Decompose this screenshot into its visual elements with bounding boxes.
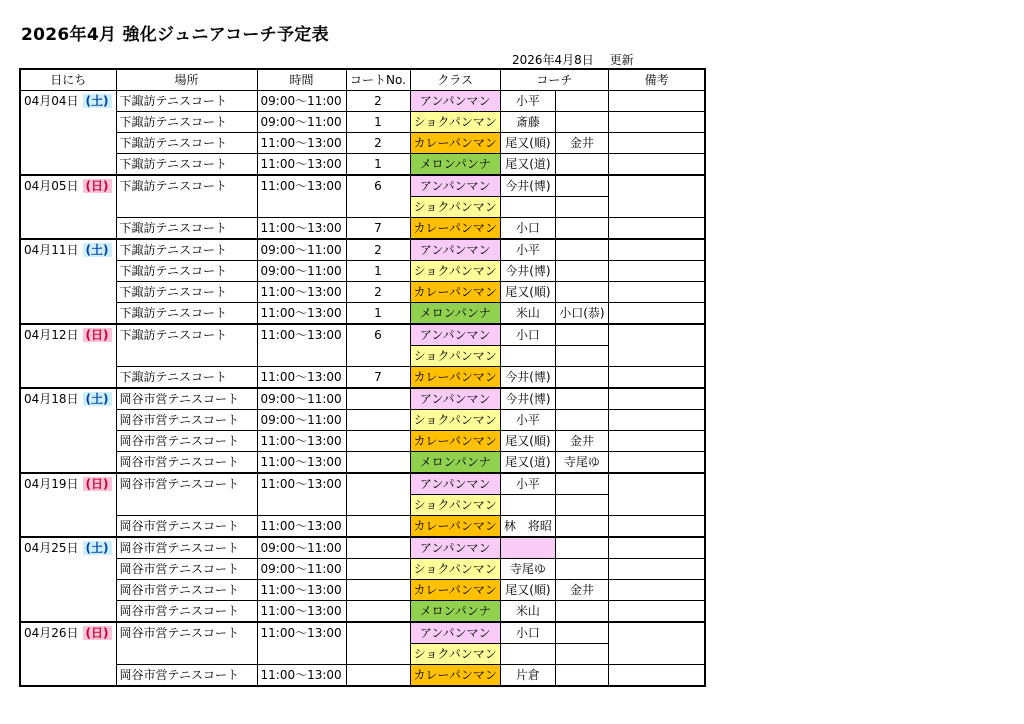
time-cell: 11:00～13:00 (257, 282, 346, 303)
class-cell: カレーパンマン (410, 431, 500, 452)
court-cell: 1 (346, 261, 410, 282)
date-cell (20, 580, 116, 601)
coach-cell: 今井(博) (500, 175, 555, 197)
notes-cell (608, 261, 705, 282)
class-cell: カレーパンマン (410, 516, 500, 538)
court-cell: 1 (346, 154, 410, 176)
place-cell (116, 197, 257, 218)
time-cell: 09:00～11:00 (257, 91, 346, 112)
coach-cell-2 (555, 644, 608, 665)
date-cell (20, 239, 116, 261)
coach-cell: 片倉 (500, 665, 555, 687)
notes-cell (608, 346, 705, 367)
updated-date: 2026年4月8日 (512, 53, 594, 67)
court-cell (346, 452, 410, 474)
table-row (20, 91, 705, 112)
date-cell (20, 346, 116, 367)
coach-cell: 小平 (500, 91, 555, 112)
header-date: 日にち (20, 69, 116, 91)
coach-cell-2 (555, 367, 608, 389)
place-cell (116, 495, 257, 516)
class-cell: アンパンマン (410, 537, 500, 559)
date-cell (20, 537, 116, 559)
header-class: クラス (410, 69, 500, 91)
coach-cell-2 (555, 559, 608, 580)
table-row (20, 346, 705, 367)
place-cell: 岡谷市営テニスコート (116, 601, 257, 623)
table-row (20, 324, 705, 346)
notes-cell (608, 516, 705, 538)
place-cell: 岡谷市営テニスコート (116, 516, 257, 538)
day-of-week-badge: (日) (83, 477, 112, 491)
notes-cell (608, 197, 705, 218)
coach-cell-2 (555, 495, 608, 516)
place-cell: 下諏訪テニスコート (116, 282, 257, 303)
class-cell: アンパンマン (410, 91, 500, 112)
table-row (20, 218, 705, 240)
date-cell (20, 91, 116, 112)
coach-cell: 小口 (500, 324, 555, 346)
time-cell: 09:00～11:00 (257, 261, 346, 282)
day-of-week-badge: (日) (83, 328, 112, 342)
table-row (20, 410, 705, 431)
coach-cell: 小平 (500, 410, 555, 431)
table-row (20, 495, 705, 516)
place-cell: 下諏訪テニスコート (116, 324, 257, 346)
table-row (20, 665, 705, 687)
table-row (20, 133, 705, 154)
table-row (20, 559, 705, 580)
coach-cell-2 (555, 410, 608, 431)
header-row (20, 69, 705, 91)
table-row (20, 644, 705, 665)
coach-cell-2 (555, 91, 608, 112)
time-cell: 09:00～11:00 (257, 112, 346, 133)
time-cell: 09:00～11:00 (257, 388, 346, 410)
coach-cell-2: 寺尾ゆ (555, 452, 608, 474)
table-row (20, 239, 705, 261)
table-row (20, 154, 705, 176)
place-cell (116, 644, 257, 665)
class-cell: ショクパンマン (410, 112, 500, 133)
court-cell: 7 (346, 367, 410, 389)
place-cell: 下諏訪テニスコート (116, 154, 257, 176)
notes-cell (608, 239, 705, 261)
court-cell: 2 (346, 133, 410, 154)
coach-cell-2: 金井 (555, 580, 608, 601)
time-cell: 09:00～11:00 (257, 239, 346, 261)
time-cell: 11:00～13:00 (257, 218, 346, 240)
table-row (20, 473, 705, 495)
place-cell: 下諏訪テニスコート (116, 91, 257, 112)
class-cell: ショクパンマン (410, 346, 500, 367)
table-row (20, 367, 705, 389)
court-cell (346, 665, 410, 687)
class-cell: ショクパンマン (410, 559, 500, 580)
coach-cell: 斎藤 (500, 112, 555, 133)
time-cell (257, 644, 346, 665)
notes-cell (608, 218, 705, 240)
coach-cell: 尾又(順) (500, 282, 555, 303)
place-cell: 岡谷市営テニスコート (116, 580, 257, 601)
coach-cell: 林 将昭 (500, 516, 555, 538)
table-row (20, 112, 705, 133)
coach-cell-2 (555, 197, 608, 218)
notes-cell (608, 431, 705, 452)
table-row (20, 431, 705, 452)
class-cell: アンパンマン (410, 324, 500, 346)
time-cell: 11:00～13:00 (257, 303, 346, 325)
day-of-week-badge: (日) (83, 626, 112, 640)
table-row (20, 516, 705, 538)
date-cell (20, 303, 116, 325)
coach-cell-2: 金井 (555, 133, 608, 154)
notes-cell (608, 580, 705, 601)
court-cell: 1 (346, 112, 410, 133)
class-cell: メロンパンナ (410, 601, 500, 623)
date-cell (20, 197, 116, 218)
date-cell (20, 154, 116, 176)
coach-cell-2 (555, 665, 608, 687)
coach-cell: 尾又(道) (500, 452, 555, 474)
place-cell: 岡谷市営テニスコート (116, 410, 257, 431)
coach-cell: 今井(博) (500, 367, 555, 389)
coach-cell: 寺尾ゆ (500, 559, 555, 580)
court-cell (346, 559, 410, 580)
date-text: 04月05日 (24, 179, 79, 193)
time-cell: 11:00～13:00 (257, 622, 346, 644)
class-cell: メロンパンナ (410, 303, 500, 325)
date-cell (20, 367, 116, 389)
date-cell (20, 622, 116, 644)
day-of-week-badge: (土) (83, 243, 112, 257)
place-cell: 下諏訪テニスコート (116, 367, 257, 389)
coach-cell: 小平 (500, 239, 555, 261)
court-cell (346, 431, 410, 452)
table-row (20, 622, 705, 644)
coach-cell (500, 346, 555, 367)
notes-cell (608, 388, 705, 410)
place-cell: 下諏訪テニスコート (116, 133, 257, 154)
date-cell (20, 601, 116, 623)
court-cell: 2 (346, 91, 410, 112)
table-row (20, 601, 705, 623)
coach-cell: 小口 (500, 218, 555, 240)
coach-cell-2 (555, 537, 608, 559)
coach-cell: 今井(博) (500, 388, 555, 410)
coach-cell: 米山 (500, 601, 555, 623)
table-row (20, 282, 705, 303)
time-cell: 11:00～13:00 (257, 601, 346, 623)
day-of-week-badge: (日) (83, 179, 112, 193)
class-cell: カレーパンマン (410, 580, 500, 601)
court-cell (346, 516, 410, 538)
coach-cell (500, 197, 555, 218)
place-cell: 岡谷市営テニスコート (116, 431, 257, 452)
header-time: 時間 (257, 69, 346, 91)
time-cell (257, 495, 346, 516)
coach-cell-2 (555, 601, 608, 623)
notes-cell (608, 324, 705, 346)
place-cell: 岡谷市営テニスコート (116, 622, 257, 644)
date-cell (20, 112, 116, 133)
time-cell: 11:00～13:00 (257, 133, 346, 154)
date-text: 04月18日 (24, 392, 79, 406)
class-cell: カレーパンマン (410, 133, 500, 154)
class-cell: アンパンマン (410, 239, 500, 261)
class-cell: メロンパンナ (410, 452, 500, 474)
place-cell: 下諏訪テニスコート (116, 261, 257, 282)
court-cell: 6 (346, 324, 410, 346)
time-cell (257, 346, 346, 367)
date-cell (20, 324, 116, 346)
place-cell: 岡谷市営テニスコート (116, 559, 257, 580)
coach-cell-2 (555, 282, 608, 303)
time-cell: 11:00～13:00 (257, 175, 346, 197)
court-cell (346, 410, 410, 431)
class-cell: カレーパンマン (410, 367, 500, 389)
table-row (20, 537, 705, 559)
place-cell: 岡谷市営テニスコート (116, 473, 257, 495)
coach-cell-2: 金井 (555, 431, 608, 452)
place-cell (116, 346, 257, 367)
updated-label: 更新 (609, 53, 634, 67)
time-cell: 11:00～13:00 (257, 665, 346, 687)
header-notes: 備考 (608, 69, 705, 91)
coach-cell-2 (555, 261, 608, 282)
court-cell: 2 (346, 282, 410, 303)
notes-cell (608, 367, 705, 389)
notes-cell (608, 282, 705, 303)
place-cell: 岡谷市営テニスコート (116, 452, 257, 474)
coach-cell (500, 537, 555, 559)
date-cell (20, 495, 116, 516)
coach-cell-2 (555, 239, 608, 261)
table-row (20, 580, 705, 601)
notes-cell (608, 559, 705, 580)
coach-cell-2 (555, 112, 608, 133)
date-text: 04月19日 (24, 477, 79, 491)
date-cell (20, 516, 116, 538)
time-cell: 11:00～13:00 (257, 452, 346, 474)
date-cell (20, 410, 116, 431)
notes-cell (608, 665, 705, 687)
class-cell: ショクパンマン (410, 197, 500, 218)
place-cell: 下諏訪テニスコート (116, 239, 257, 261)
date-cell (20, 388, 116, 410)
time-cell: 09:00～11:00 (257, 410, 346, 431)
place-cell: 下諏訪テニスコート (116, 303, 257, 325)
coach-cell: 小口 (500, 622, 555, 644)
coach-cell-2 (555, 473, 608, 495)
notes-cell (608, 175, 705, 197)
time-cell: 11:00～13:00 (257, 324, 346, 346)
coach-cell: 尾又(順) (500, 133, 555, 154)
class-cell: アンパンマン (410, 622, 500, 644)
coach-cell (500, 495, 555, 516)
coach-cell: 尾又(道) (500, 154, 555, 176)
court-cell: 7 (346, 218, 410, 240)
date-cell (20, 133, 116, 154)
date-cell (20, 644, 116, 665)
court-cell (346, 537, 410, 559)
schedule-table (19, 68, 706, 687)
coach-cell-2 (555, 175, 608, 197)
place-cell: 下諏訪テニスコート (116, 218, 257, 240)
court-cell (346, 580, 410, 601)
table-row (20, 261, 705, 282)
class-cell: アンパンマン (410, 473, 500, 495)
time-cell: 11:00～13:00 (257, 367, 346, 389)
date-text: 04月04日 (24, 94, 79, 108)
day-of-week-badge: (土) (83, 541, 112, 555)
date-cell (20, 175, 116, 197)
notes-cell (608, 644, 705, 665)
coach-cell (500, 644, 555, 665)
class-cell: ショクパンマン (410, 644, 500, 665)
time-cell: 11:00～13:00 (257, 431, 346, 452)
date-cell (20, 218, 116, 240)
class-cell: ショクパンマン (410, 495, 500, 516)
time-cell: 11:00～13:00 (257, 580, 346, 601)
updated-info (512, 51, 634, 68)
date-text: 04月26日 (24, 626, 79, 640)
notes-cell (608, 601, 705, 623)
class-cell: メロンパンナ (410, 154, 500, 176)
table-row (20, 303, 705, 325)
day-of-week-badge: (土) (83, 94, 112, 108)
court-cell (346, 644, 410, 665)
notes-cell (608, 473, 705, 495)
header-court: コートNo. (346, 69, 410, 91)
date-cell (20, 665, 116, 687)
header-coach: コーチ (500, 69, 608, 91)
class-cell: ショクパンマン (410, 261, 500, 282)
class-cell: ショクパンマン (410, 410, 500, 431)
date-cell (20, 261, 116, 282)
coach-cell: 今井(博) (500, 261, 555, 282)
court-cell: 6 (346, 175, 410, 197)
notes-cell (608, 410, 705, 431)
place-cell: 岡谷市営テニスコート (116, 537, 257, 559)
coach-cell-2: 小口(恭) (555, 303, 608, 325)
place-cell: 岡谷市営テニスコート (116, 665, 257, 687)
court-cell (346, 601, 410, 623)
date-cell (20, 473, 116, 495)
class-cell: カレーパンマン (410, 218, 500, 240)
notes-cell (608, 133, 705, 154)
place-cell: 岡谷市営テニスコート (116, 388, 257, 410)
time-cell: 11:00～13:00 (257, 154, 346, 176)
time-cell: 09:00～11:00 (257, 537, 346, 559)
time-cell: 09:00～11:00 (257, 559, 346, 580)
court-cell (346, 346, 410, 367)
date-text: 04月25日 (24, 541, 79, 555)
place-cell: 下諏訪テニスコート (116, 112, 257, 133)
coach-cell: 尾又(順) (500, 431, 555, 452)
coach-cell-2 (555, 324, 608, 346)
time-cell: 11:00～13:00 (257, 473, 346, 495)
coach-cell-2 (555, 622, 608, 644)
date-cell (20, 559, 116, 580)
court-cell (346, 473, 410, 495)
coach-cell-2 (555, 388, 608, 410)
notes-cell (608, 91, 705, 112)
coach-cell: 尾又(順) (500, 580, 555, 601)
court-cell (346, 622, 410, 644)
court-cell: 1 (346, 303, 410, 325)
header-place: 場所 (116, 69, 257, 91)
class-cell: アンパンマン (410, 175, 500, 197)
date-text: 04月12日 (24, 328, 79, 342)
date-cell (20, 431, 116, 452)
coach-cell-2 (555, 218, 608, 240)
class-cell: カレーパンマン (410, 665, 500, 687)
date-text: 04月11日 (24, 243, 79, 257)
court-cell (346, 388, 410, 410)
coach-cell: 米山 (500, 303, 555, 325)
date-cell (20, 452, 116, 474)
notes-cell (608, 303, 705, 325)
coach-cell-2 (555, 154, 608, 176)
place-cell: 下諏訪テニスコート (116, 175, 257, 197)
page-title: 2026年4月 強化ジュニアコーチ予定表 (21, 25, 329, 45)
court-cell (346, 197, 410, 218)
table-row (20, 175, 705, 197)
day-of-week-badge: (土) (83, 392, 112, 406)
table-row (20, 388, 705, 410)
notes-cell (608, 154, 705, 176)
time-cell: 11:00～13:00 (257, 516, 346, 538)
coach-cell: 小平 (500, 473, 555, 495)
court-cell: 2 (346, 239, 410, 261)
coach-cell-2 (555, 516, 608, 538)
time-cell (257, 197, 346, 218)
coach-cell-2 (555, 346, 608, 367)
notes-cell (608, 537, 705, 559)
class-cell: カレーパンマン (410, 282, 500, 303)
court-cell (346, 495, 410, 516)
table-row (20, 197, 705, 218)
date-cell (20, 282, 116, 303)
table-row (20, 452, 705, 474)
class-cell: アンパンマン (410, 388, 500, 410)
notes-cell (608, 112, 705, 133)
notes-cell (608, 495, 705, 516)
notes-cell (608, 622, 705, 644)
notes-cell (608, 452, 705, 474)
